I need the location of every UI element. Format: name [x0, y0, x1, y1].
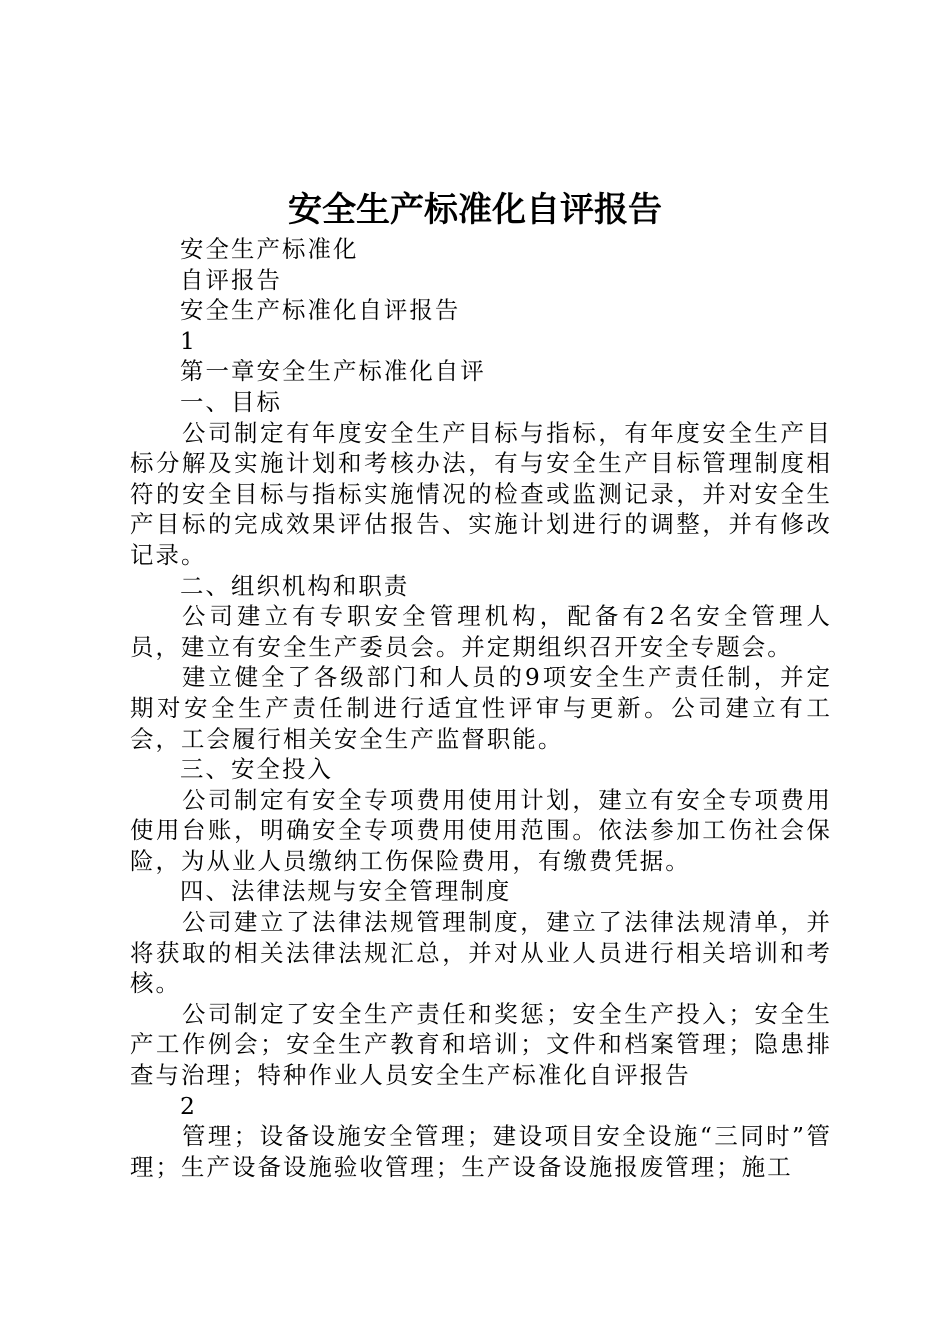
paragraph-investment: 公司制定有安全专项费用使用计划，建立有安全专项费用使用台账，明确安全专项费用使用范围。依法参加工伤社会保险，为从业人员缴纳工伤保险费用，有缴费凭据。 — [130, 785, 832, 875]
paragraph-laws-2: 公司制定了安全生产责任和奖惩；安全生产投入；安全生产工作例会；安全生产教育和培训；文件和档案管理；隐患排查与治理；特种作业人员安全生产标准化自评报告 — [130, 999, 832, 1090]
section-heading-investment: 三、安全投入 — [180, 755, 333, 784]
section-heading-laws: 四、法律法规与安全管理制度 — [180, 877, 512, 906]
paragraph-organization-2: 建立健全了各级部门和人员的9项安全生产责任制，并定期对安全生产责任制进行适宜性评审与更新。公司建立有工会，工会履行相关安全生产监督职能。 — [130, 663, 832, 753]
cover-line-1: 安全生产标准化 — [180, 235, 359, 263]
paragraph-laws-1: 公司建立了法律法规管理制度，建立了法律法规清单，并将获取的相关法律法规汇总，并对从业人员进行相关培训和考核。 — [130, 908, 832, 998]
paragraph-organization-1: 公司建立有专职安全管理机构，配备有2名安全管理人员，建立有安全生产委员会。并定期组织召开安全专题会。 — [130, 602, 832, 661]
page-number-1: 1 — [180, 326, 197, 355]
chapter-heading: 第一章安全生产标准化自评 — [180, 357, 486, 386]
document-title: 安全生产标准化自评报告 — [288, 190, 662, 230]
section-heading-goals: 一、目标 — [180, 387, 282, 416]
section-heading-organization: 二、组织机构和职责 — [180, 571, 410, 600]
cover-line-3: 安全生产标准化自评报告 — [180, 296, 461, 325]
document-body — [130, 234, 832, 1182]
cover-line-2: 自评报告 — [180, 265, 282, 294]
page-number-2: 2 — [180, 1091, 197, 1120]
paragraph-laws-3: 管理；设备设施安全管理；建设项目安全设施“三同时”管理；生产设备设施验收管理；生产设备设施报废管理；施工 — [130, 1122, 832, 1181]
paragraph-goals: 公司制定有年度安全生产目标与指标，有年度安全生产目标分解及实施计划和考核办法，有与安全生产目标管理制度相符的安全目标与指标实施情况的检查或监测记录，并对安全生产目标的完成效果评估报告、实施计划进行的调整，并有修改记录。 — [130, 418, 832, 569]
